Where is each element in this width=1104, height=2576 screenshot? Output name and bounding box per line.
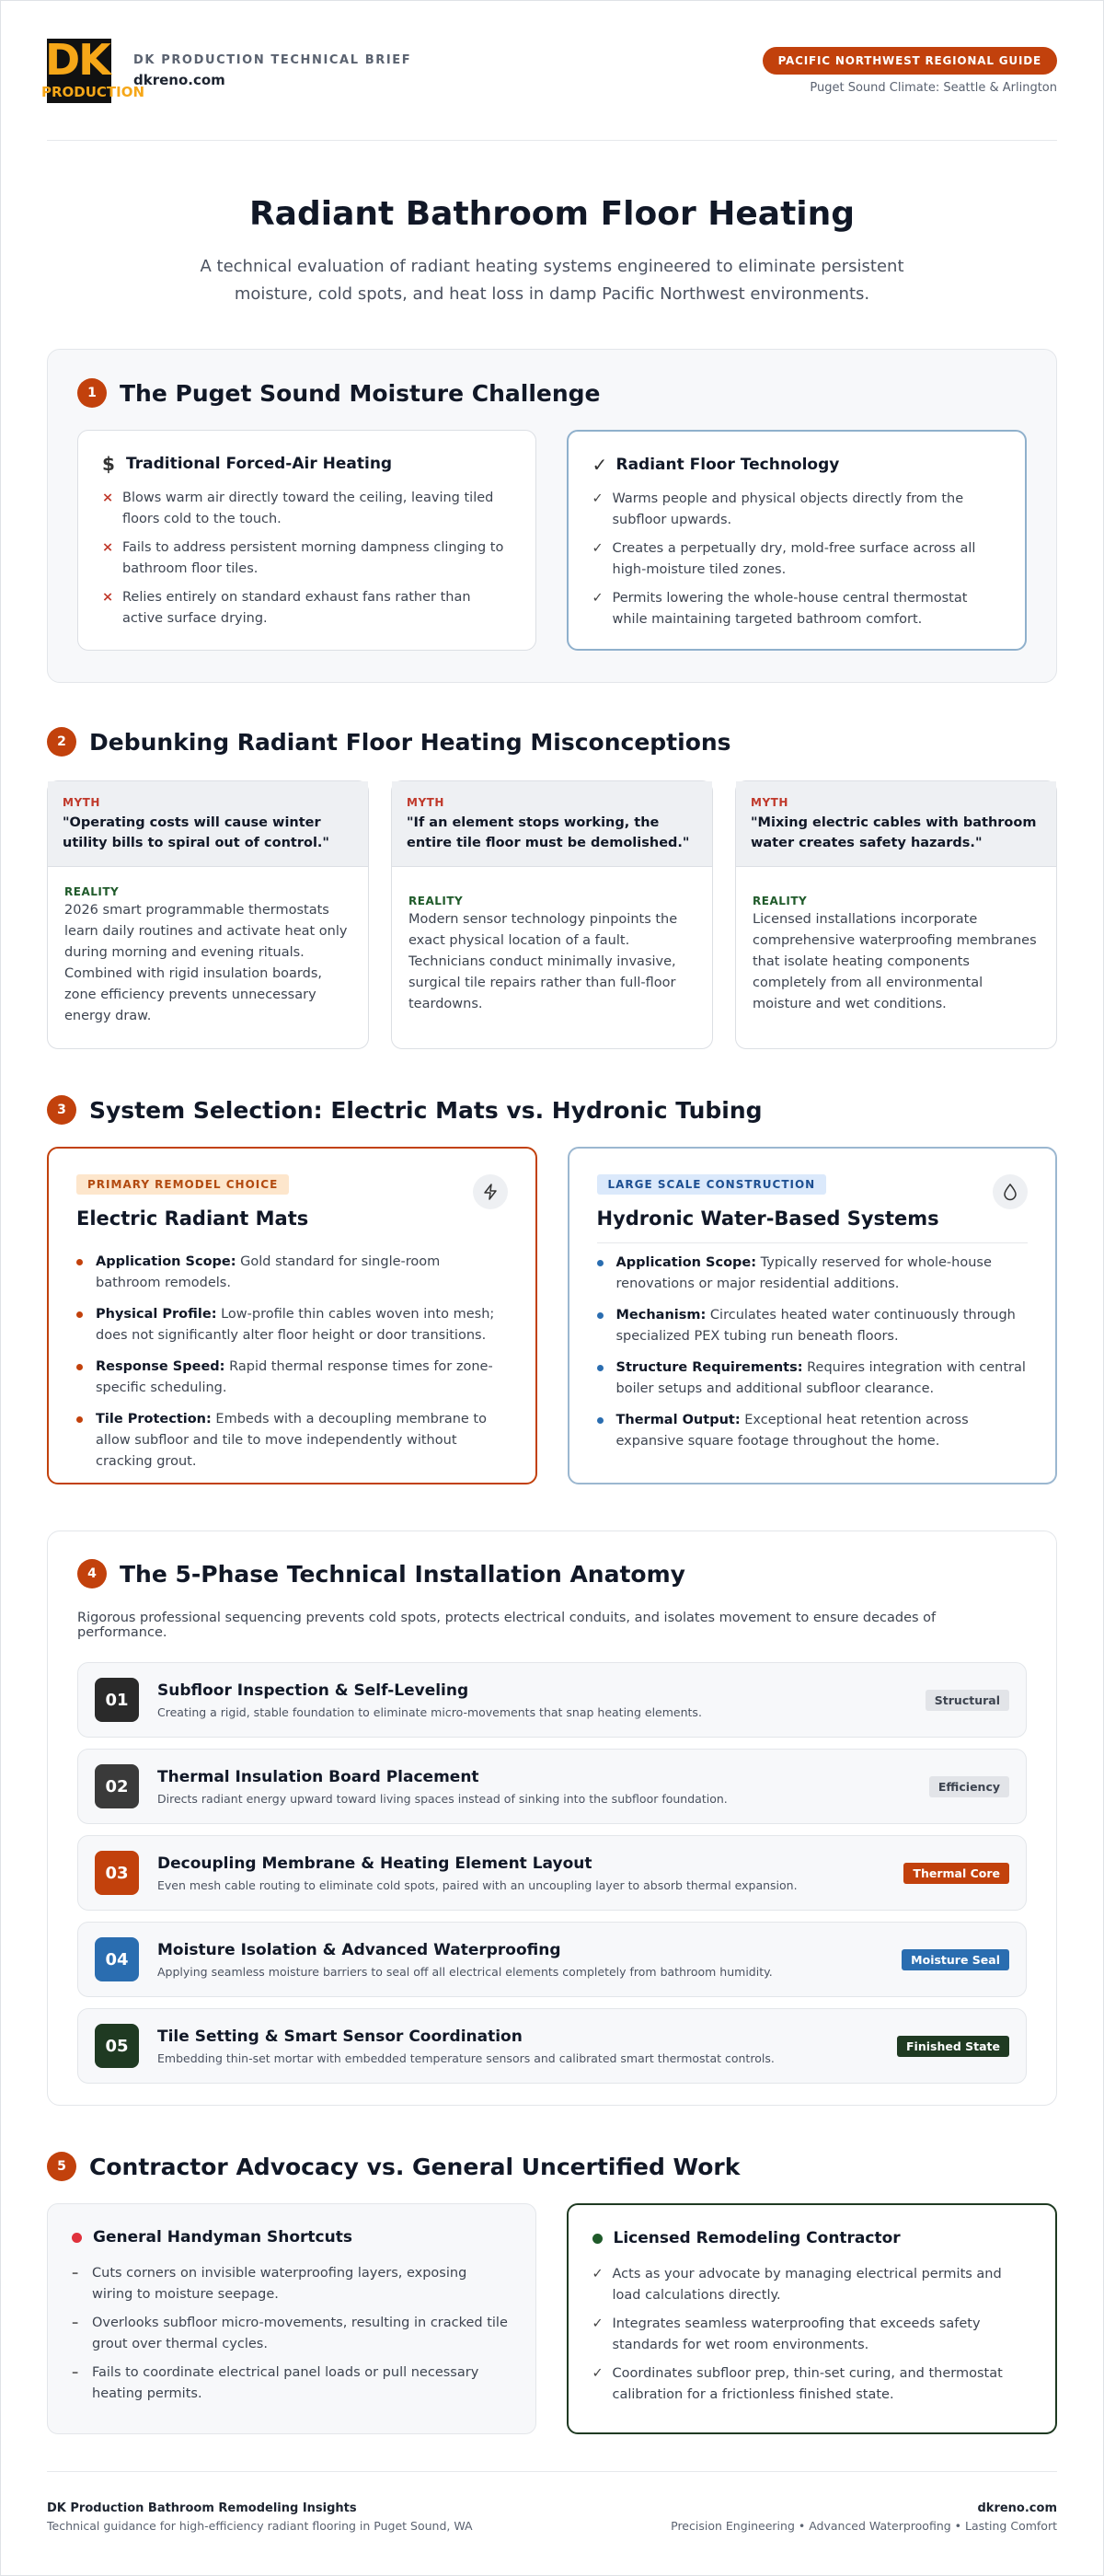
region-pill: PACIFIC NORTHWEST REGIONAL GUIDE xyxy=(763,47,1057,75)
phase-number: 03 xyxy=(95,1851,139,1895)
phase-title: Subfloor Inspection & Self-Leveling xyxy=(157,1681,469,1700)
phase-number: 02 xyxy=(95,1764,139,1808)
status-dot-red xyxy=(72,2233,82,2243)
dollar-icon: $ xyxy=(102,453,115,475)
lightning-icon xyxy=(473,1174,508,1209)
list-item: – Overlooks subfloor micro-movements, resulting in cracked tile grout over thermal cycles. xyxy=(72,2313,512,2355)
phase-description: Applying seamless moisture barriers to seal off all electrical elements completely from bathroom humidity. xyxy=(157,1964,773,1979)
section-number: 3 xyxy=(47,1095,76,1125)
phase-number: 05 xyxy=(95,2024,139,2068)
dash-icon: – xyxy=(72,2266,79,2281)
list-item: Mechanism: Circulates heated water continuously through specialized PEX tubing run beneath floors. xyxy=(597,1305,1029,1347)
section-title: Debunking Radiant Floor Heating Misconceptions xyxy=(89,728,731,756)
hydronic-card xyxy=(568,1147,1058,1484)
list-item: Tile Protection: Embeds with a decoupling membrane to allow subfloor and tile to move independently without cracking grout. xyxy=(76,1409,508,1473)
radiant-floor-card xyxy=(567,430,1028,651)
check-icon: ✓ xyxy=(592,591,604,606)
list-item: Structure Requirements: Requires integration with central boiler setups and additional subfloor clearance. xyxy=(597,1357,1029,1400)
phase-row xyxy=(77,1922,1027,1997)
phase-badge: Finished State xyxy=(897,2036,1009,2057)
status-dot-green xyxy=(592,2234,603,2244)
reality-label: REALITY xyxy=(408,895,464,907)
list-item: ✓ Acts as your advocate by managing electrical permits and load calculations directly. xyxy=(592,2264,1032,2306)
section-number: 1 xyxy=(77,378,107,408)
forced-air-card xyxy=(77,430,536,651)
phase-row xyxy=(77,2008,1027,2084)
system-tag: LARGE SCALE CONSTRUCTION xyxy=(597,1174,827,1195)
check-icon: ✓ xyxy=(592,2316,604,2331)
list-item: Response Speed: Rapid thermal response times for zone-specific scheduling. xyxy=(76,1357,508,1399)
brand xyxy=(41,34,412,103)
dash-icon: – xyxy=(72,2316,79,2330)
phase-list xyxy=(77,1662,1027,2084)
myth-card xyxy=(47,780,369,1049)
myth-quote: "Operating costs will cause winter utility bills to spiral out of control." xyxy=(63,815,329,850)
myth-card xyxy=(735,780,1057,1049)
reality-label: REALITY xyxy=(64,885,120,898)
list-item: ✓ Integrates seamless waterproofing that exceeds safety standards for wet room environments. xyxy=(592,2314,1032,2356)
x-icon: × xyxy=(102,491,114,505)
myth-label: MYTH xyxy=(63,796,100,809)
list-item: Application Scope: Typically reserved for whole-house renovations or major residential additions. xyxy=(597,1253,1029,1295)
list-item: Thermal Output: Exceptional heat retention across expansive square footage throughout the home. xyxy=(597,1410,1029,1452)
x-icon: × xyxy=(102,590,114,605)
dash-icon: – xyxy=(72,2365,79,2380)
phase-description: Directs radiant energy upward toward living spaces instead of sinking into the subfloor foundation. xyxy=(157,1791,728,1806)
phase-badge: Efficiency xyxy=(929,1776,1009,1797)
list-item: ✓ Coordinates subfloor prep, thin-set curing, and thermostat calibration for a frictionless finished state. xyxy=(592,2363,1032,2406)
licensed-contractor-card xyxy=(567,2203,1058,2434)
reality-text: Licensed installations incorporate comprehensive waterproofing membranes that isolate heating components completely from all environmental moisture and wet conditions. xyxy=(753,912,1037,1011)
phase-title: Decoupling Membrane & Heating Element Layout xyxy=(157,1854,592,1873)
x-icon: × xyxy=(102,540,114,555)
system-tag: PRIMARY REMODEL CHOICE xyxy=(76,1174,289,1195)
footer-subtitle: Technical guidance for high-efficiency radiant flooring in Puget Sound, WA xyxy=(47,2519,473,2533)
phase-title: Tile Setting & Smart Sensor Coordination xyxy=(157,2027,523,2046)
logo-dk-text: DK xyxy=(45,34,109,85)
section-contractor-advocacy xyxy=(47,2152,1057,2434)
list-item: ✓ Creates a perpetually dry, mold-free surface across all high-moisture tiled zones. xyxy=(592,538,1002,581)
hero xyxy=(47,141,1057,349)
phase-number: 04 xyxy=(95,1937,139,1981)
card-title: General Handyman Shortcuts xyxy=(93,2228,352,2247)
brand-kicker: DK PRODUCTION TECHNICAL BRIEF xyxy=(133,52,412,67)
card-title: Traditional Forced-Air Heating xyxy=(126,455,393,473)
phase-description: Embedding thin-set mortar with embedded temperature sensors and calibrated smart thermostat controls. xyxy=(157,2050,775,2065)
list-item: ✓ Warms people and physical objects directly from the subfloor upwards. xyxy=(592,489,1002,531)
footer-tagline: Precision Engineering • Advanced Waterproofing • Lasting Comfort xyxy=(671,2519,1057,2533)
dk-production-logo xyxy=(41,34,145,103)
phase-badge: Moisture Seal xyxy=(902,1949,1009,1970)
card-title: Licensed Remodeling Contractor xyxy=(613,2229,901,2247)
phase-row xyxy=(77,1835,1027,1911)
check-icon: ✓ xyxy=(592,2366,604,2381)
section-title: The Puget Sound Moisture Challenge xyxy=(120,379,601,407)
myth-label: MYTH xyxy=(751,796,788,809)
check-icon: ✓ xyxy=(592,491,604,506)
section-title: System Selection: Electric Mats vs. Hydronic Tubing xyxy=(89,1096,763,1124)
list-item: Application Scope: Gold standard for single-room bathroom remodels. xyxy=(76,1252,508,1294)
brand-site-link[interactable]: dkreno.com xyxy=(133,71,225,88)
water-drop-icon xyxy=(993,1174,1028,1209)
electric-mats-card xyxy=(47,1147,537,1484)
phase-description: Even mesh cable routing to eliminate cold spots, paired with an uncoupling layer to absorb thermal expansion. xyxy=(157,1877,798,1892)
section-system-selection xyxy=(47,1095,1057,1484)
phase-badge: Structural xyxy=(926,1690,1009,1711)
phase-row xyxy=(77,1749,1027,1824)
myth-card xyxy=(391,780,713,1049)
phase-number: 01 xyxy=(95,1678,139,1722)
phase-title: Thermal Insulation Board Placement xyxy=(157,1767,479,1786)
logo-production-text: PRODUCTION xyxy=(41,83,145,100)
phase-badge: Thermal Core xyxy=(903,1863,1009,1884)
section-title: Contractor Advocacy vs. General Uncertified Work xyxy=(89,2153,741,2180)
myth-quote: "If an element stops working, the entire tile floor must be demolished." xyxy=(407,815,690,850)
list-item: × Fails to address persistent morning dampness clinging to bathroom floor tiles. xyxy=(102,537,512,580)
page-subtitle: A technical evaluation of radiant heating systems engineered to eliminate persistent moisture, cold spots, and heat loss in damp Pacific Northwest environments. xyxy=(200,257,904,304)
section-number: 2 xyxy=(47,727,76,757)
system-title: Electric Radiant Mats xyxy=(76,1207,309,1230)
section-number: 5 xyxy=(47,2152,76,2181)
phase-title: Moisture Isolation & Advanced Waterproofing xyxy=(157,1940,561,1959)
footer xyxy=(47,2471,1057,2533)
reality-text: 2026 smart programmable thermostats learn daily routines and activate heat only during morning and evening rituals. Combined with rigid insulation boards, zone efficiency prevents unnecessary energy draw. xyxy=(64,903,348,1023)
section-installation-anatomy xyxy=(47,1531,1057,2106)
system-title: Hydronic Water-Based Systems xyxy=(597,1207,1029,1243)
climate-note: Puget Sound Climate: Seattle & Arlington xyxy=(810,80,1057,95)
list-item: × Relies entirely on standard exhaust fans rather than active surface drying. xyxy=(102,587,512,630)
page-title: Radiant Bathroom Floor Heating xyxy=(248,195,856,233)
section-moisture-challenge xyxy=(47,349,1057,683)
phase-description: Creating a rigid, stable foundation to eliminate micro-movements that snap heating elements. xyxy=(157,1704,702,1719)
list-item: – Fails to coordinate electrical panel loads or pull necessary heating permits. xyxy=(72,2362,512,2405)
footer-site-link[interactable]: dkreno.com xyxy=(977,2501,1057,2515)
section-number: 4 xyxy=(77,1559,107,1588)
footer-title: DK Production Bathroom Remodeling Insights xyxy=(47,2501,357,2515)
header xyxy=(41,1,1057,141)
card-title: Radiant Floor Technology xyxy=(615,456,840,474)
phase-row xyxy=(77,1662,1027,1738)
reality-label: REALITY xyxy=(753,895,808,907)
check-icon: ✓ xyxy=(592,541,604,556)
section-title: The 5-Phase Technical Installation Anatomy xyxy=(120,1560,685,1588)
check-icon: ✓ xyxy=(592,2267,604,2281)
list-item: Physical Profile: Low-profile thin cables woven into mesh; does not significantly alter floor height or door transitions. xyxy=(76,1304,508,1346)
list-item: ✓ Permits lowering the whole-house central thermostat while maintaining targeted bathroom comfort. xyxy=(592,588,1002,630)
handyman-card xyxy=(47,2203,536,2434)
list-item: – Cuts corners on invisible waterproofing layers, exposing wiring to moisture seepage. xyxy=(72,2263,512,2305)
section-misconceptions xyxy=(47,727,1057,1049)
check-icon: ✓ xyxy=(592,454,608,476)
section-intro: Rigorous professional sequencing prevents cold spots, protects electrical conduits, and isolates movement to ensure decades of performance. xyxy=(77,1611,937,1640)
reality-text: Modern sensor technology pinpoints the exact physical location of a fault. Technicians conduct minimally invasive, surgical tile repairs rather than full-floor teardowns. xyxy=(408,912,678,1011)
myth-quote: "Mixing electric cables with bathroom water creates safety hazards." xyxy=(751,815,1037,850)
list-item: × Blows warm air directly toward the ceiling, leaving tiled floors cold to the touch. xyxy=(102,488,512,530)
myth-label: MYTH xyxy=(407,796,444,809)
